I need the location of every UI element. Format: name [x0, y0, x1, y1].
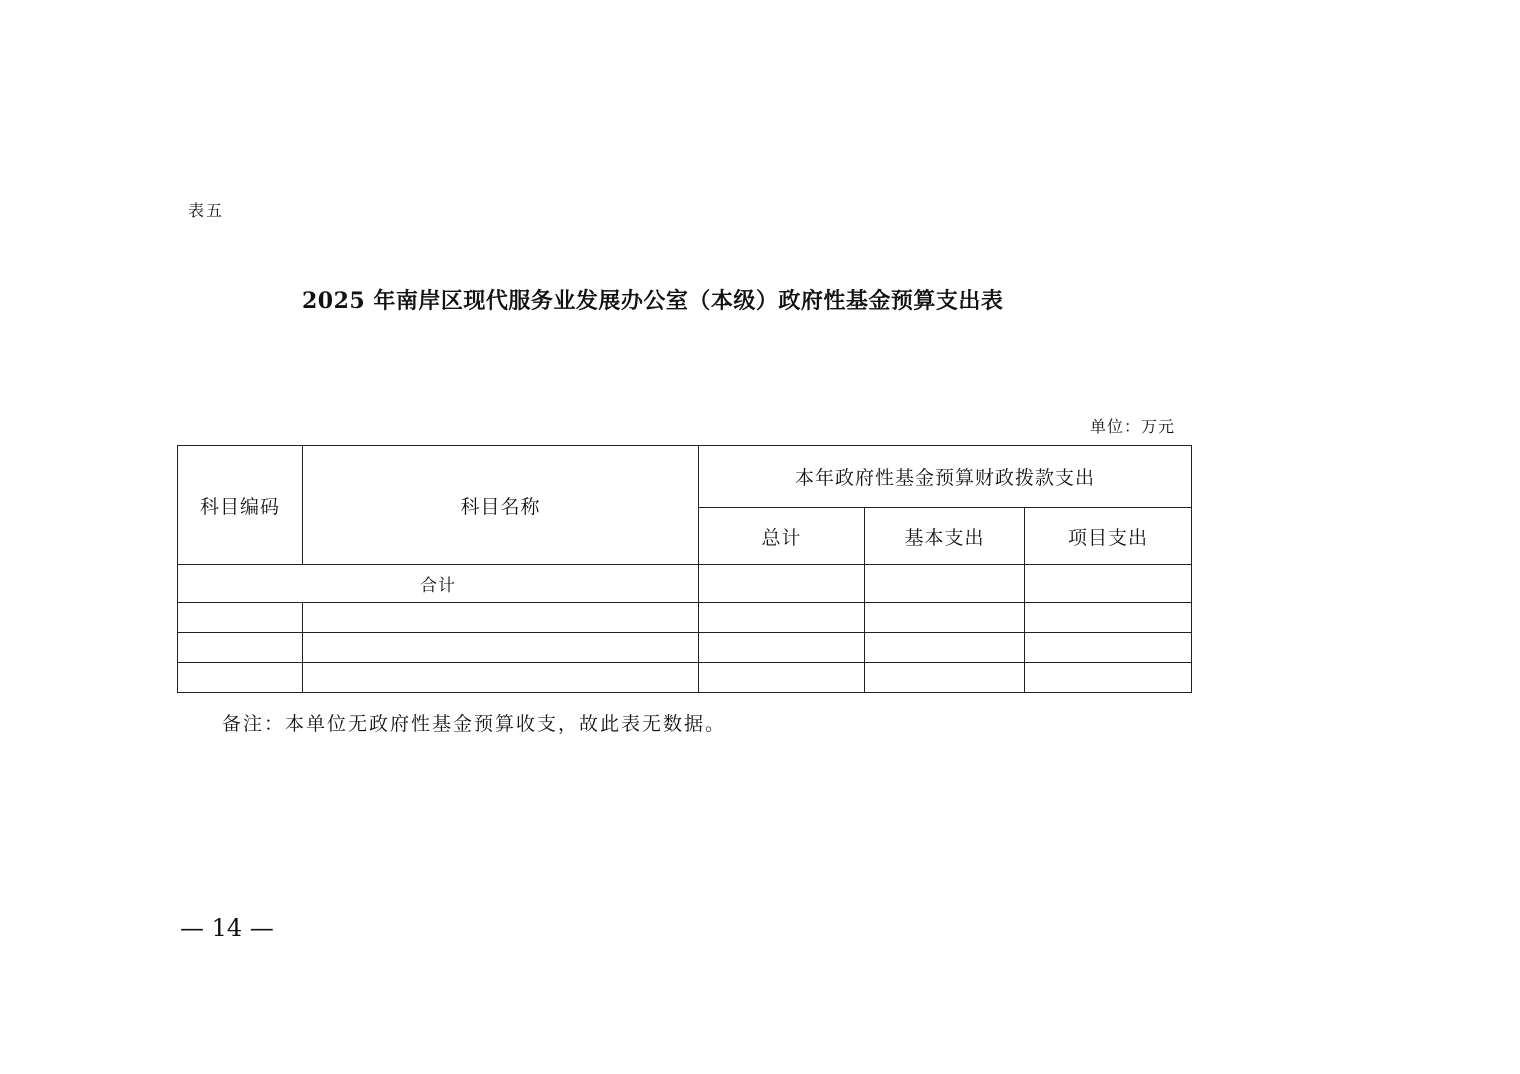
cell-basic — [865, 663, 1025, 693]
table-row — [178, 603, 1192, 633]
cell-name — [303, 663, 699, 693]
cell-code — [178, 633, 303, 663]
cell-project — [1025, 633, 1192, 663]
table-row — [178, 633, 1192, 663]
cell-total — [699, 663, 865, 693]
cell-name — [303, 603, 699, 633]
cell-basic — [865, 603, 1025, 633]
header-total: 总计 — [699, 508, 865, 565]
header-subject-code: 科目编码 — [178, 446, 303, 565]
cell-project — [1025, 603, 1192, 633]
table-row — [178, 663, 1192, 693]
header-project-expenditure: 项目支出 — [1025, 508, 1192, 565]
total-cell-total — [699, 565, 865, 603]
total-label: 合计 — [178, 565, 699, 603]
total-row — [178, 565, 1192, 603]
unit-label: 单位：万元 — [1090, 417, 1176, 436]
header-basic-expenditure: 基本支出 — [865, 508, 1025, 565]
total-cell-project — [1025, 565, 1192, 603]
cell-project — [1025, 663, 1192, 693]
table-number: 表五 — [188, 201, 225, 220]
remark-note: 备注：本单位无政府性基金预算收支，故此表无数据。 — [222, 713, 727, 735]
cell-code — [178, 603, 303, 633]
budget-table — [177, 445, 1192, 693]
header-fund-expenditure-group: 本年政府性基金预算财政拨款支出 — [699, 446, 1192, 508]
cell-basic — [865, 633, 1025, 663]
page-number: — 14 — — [180, 914, 274, 942]
cell-name — [303, 633, 699, 663]
header-subject-name: 科目名称 — [303, 446, 699, 565]
cell-total — [699, 633, 865, 663]
cell-total — [699, 603, 865, 633]
cell-code — [178, 663, 303, 693]
page-title: 2025 年南岸区现代服务业发展办公室（本级）政府性基金预算支出表 — [302, 288, 1004, 314]
total-cell-basic — [865, 565, 1025, 603]
